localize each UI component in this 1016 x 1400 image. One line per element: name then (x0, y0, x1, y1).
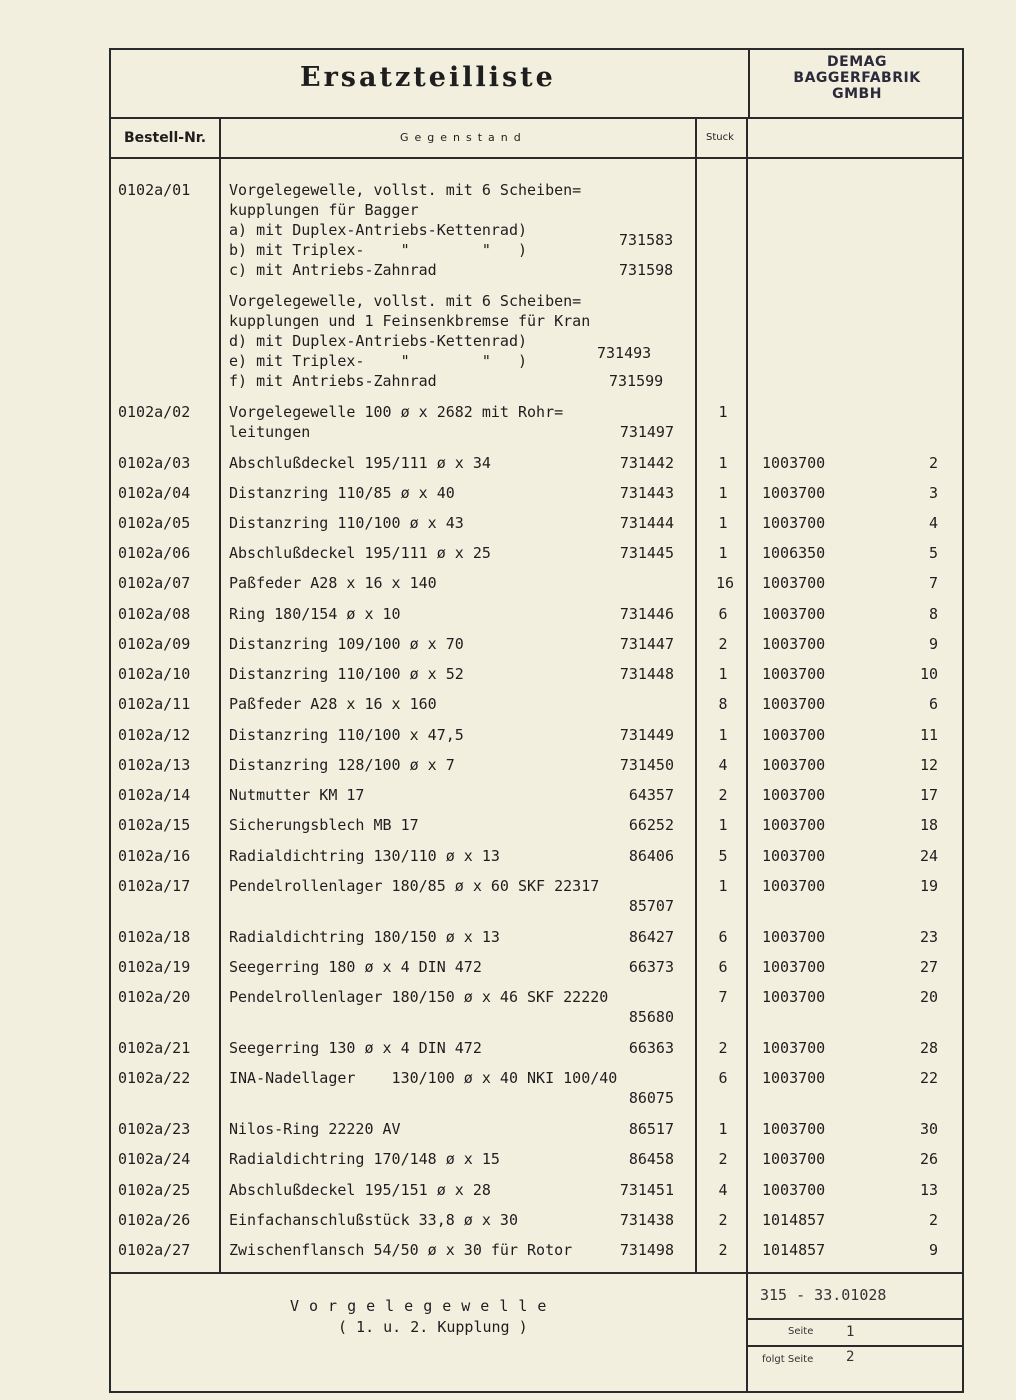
position-number: 17 (919, 786, 938, 804)
item-description: Abschlußdeckel 195/111 ø x 34 (229, 454, 491, 472)
intro-line-text: e) mit Triplex- " " ) (229, 352, 528, 370)
item-description: Seegerring 180 ø x 4 DIN 472 (229, 958, 482, 976)
order-number: 0102a/02 (118, 403, 191, 421)
intro-line: kupplungen für Bagger (229, 201, 419, 219)
position-number: 30 (919, 1120, 938, 1138)
part-number: 731449 (619, 726, 674, 744)
drawing-ref: 1003700 (762, 1069, 826, 1087)
position-number: 2 (928, 454, 938, 472)
intro-line: Vorgelegewelle, vollst. mit 6 Scheiben= (229, 181, 582, 199)
order-number: 0102a/01 (118, 181, 191, 199)
drawing-ref: 1003700 (762, 928, 826, 946)
item-description: Einfachanschlußstück 33,8 ø x 30 (229, 1211, 518, 1229)
item-description: Distanzring 128/100 ø x 7 (229, 756, 455, 774)
divider-next-page (746, 1345, 964, 1347)
order-number: 0102a/08 (118, 605, 191, 623)
order-number: 0102a/07 (118, 574, 191, 592)
drawing-ref: 1003700 (762, 756, 826, 774)
part-number: 731447 (619, 635, 674, 653)
part-number: 64357 (628, 786, 674, 804)
quantity: 4 (718, 1181, 728, 1199)
intro-line (229, 231, 674, 260)
part-number: 86517 (628, 1120, 674, 1138)
quantity: 16 (716, 574, 735, 592)
part-number: 86406 (628, 847, 674, 865)
drawing-ref: 1003700 (762, 847, 826, 865)
item-description: Paßfeder A28 x 16 x 160 (229, 695, 437, 713)
position-number: 11 (919, 726, 938, 744)
item-description: Nilos-Ring 22220 AV (229, 1120, 401, 1138)
drawing-ref: 1014857 (762, 1211, 826, 1229)
drawing-ref: 1003700 (762, 665, 826, 683)
position-number: 26 (919, 1150, 938, 1168)
item-description: Distanzring 109/100 ø x 70 (229, 635, 464, 653)
position-number: 28 (919, 1039, 938, 1057)
part-number: 731451 (619, 1181, 674, 1199)
item-description: Paßfeder A28 x 16 x 140 (229, 574, 437, 592)
drawing-ref: 1003700 (762, 605, 826, 623)
drawing-ref: 1003700 (762, 1181, 826, 1199)
item-description: Radialdichtring 130/110 ø x 13 (229, 847, 500, 865)
quantity: 4 (718, 756, 728, 774)
drawing-ref: 1003700 (762, 1120, 826, 1138)
order-number: 0102a/15 (118, 816, 191, 834)
intro-line: Vorgelegewelle, vollst. mit 6 Scheiben= (229, 292, 582, 310)
drawing-ref: 1006350 (762, 544, 826, 562)
divider-qty-right (746, 118, 748, 1393)
drawing-ref: 1003700 (762, 958, 826, 976)
quantity: 1 (718, 454, 728, 472)
part-number: 66373 (628, 958, 674, 976)
next-page-label: folgt Seite (762, 1354, 814, 1365)
part-number: 731450 (619, 756, 674, 774)
part-number: 731493 (597, 344, 652, 362)
intro-line: d) mit Duplex-Antriebs-Kettenrad) (229, 332, 528, 350)
drawing-ref: 1014857 (762, 1241, 826, 1259)
divider-header (109, 157, 964, 159)
order-number: 0102a/27 (118, 1241, 191, 1259)
divider-brand (748, 48, 750, 118)
quantity: 2 (718, 1241, 728, 1259)
intro-group-kran (229, 291, 664, 391)
part-number: 731442 (619, 454, 674, 472)
intro-line-text: c) mit Antriebs-Zahnrad (229, 261, 437, 279)
divider-footer (109, 1272, 964, 1274)
page-label: Seite (788, 1326, 814, 1337)
company-line-2: BAGGERFABRIK (793, 70, 921, 86)
part-number: 85707 (628, 897, 674, 915)
drawing-number: 315 - 33.01028 (760, 1286, 887, 1304)
quantity: 1 (718, 544, 728, 562)
part-number: 731448 (619, 665, 674, 683)
position-number: 2 (928, 1211, 938, 1229)
item-description: Distanzring 110/100 ø x 52 (229, 665, 464, 683)
drawing-ref: 1003700 (762, 1150, 826, 1168)
item-description: Radialdichtring 180/150 ø x 13 (229, 928, 500, 946)
item-description: Radialdichtring 170/148 ø x 15 (229, 1150, 500, 1168)
order-number: 0102a/23 (118, 1120, 191, 1138)
drawing-ref: 1003700 (762, 816, 826, 834)
order-number: 0102a/20 (118, 988, 191, 1006)
part-number: 86075 (628, 1089, 674, 1107)
divider-order-no (219, 118, 221, 1273)
item-description: Ring 180/154 ø x 10 (229, 605, 401, 623)
position-number: 22 (919, 1069, 938, 1087)
part-number: 66363 (628, 1039, 674, 1057)
order-number: 0102a/19 (118, 958, 191, 976)
intro-line-text: b) mit Triplex- " " ) (229, 241, 528, 259)
item-description: Vorgelegewelle 100 ø x 2682 mit Rohr= (229, 403, 564, 421)
company-line-3: GMBH (832, 86, 882, 102)
intro-line (229, 344, 652, 371)
quantity: 1 (718, 1120, 728, 1138)
position-number: 10 (919, 665, 938, 683)
column-header-item: Gegenstand (400, 131, 527, 144)
intro-line (229, 371, 664, 391)
drawing-ref: 1003700 (762, 514, 826, 532)
part-number: 85680 (628, 1008, 674, 1026)
drawing-ref: 1003700 (762, 635, 826, 653)
position-number: 12 (919, 756, 938, 774)
quantity: 1 (718, 816, 728, 834)
part-number: 731498 (619, 1241, 674, 1259)
divider-title (109, 117, 964, 119)
position-number: 27 (919, 958, 938, 976)
quantity: 2 (718, 786, 728, 804)
position-number: 23 (919, 928, 938, 946)
part-number: 86458 (628, 1150, 674, 1168)
order-number: 0102a/14 (118, 786, 191, 804)
item-description: Distanzring 110/85 ø x 40 (229, 484, 455, 502)
order-number: 0102a/22 (118, 1069, 191, 1087)
order-number: 0102a/13 (118, 756, 191, 774)
intro-line: a) mit Duplex-Antriebs-Kettenrad) (229, 221, 528, 239)
part-number: 731443 (619, 484, 674, 502)
part-number: 731599 (609, 372, 664, 390)
order-number: 0102a/11 (118, 695, 191, 713)
part-number: 731445 (619, 544, 674, 562)
quantity: 2 (718, 635, 728, 653)
item-description: Abschlußdeckel 195/111 ø x 25 (229, 544, 491, 562)
item-description: Nutmutter KM 17 (229, 786, 365, 804)
order-number: 0102a/04 (118, 484, 191, 502)
quantity: 2 (718, 1211, 728, 1229)
item-description: Pendelrollenlager 180/85 ø x 60 SKF 22317 (229, 877, 600, 895)
drawing-ref: 1003700 (762, 1039, 826, 1057)
assembly-subtitle: ( 1. u. 2. Kupplung ) (338, 1318, 528, 1336)
divider-qty-left (695, 118, 697, 1273)
order-number: 0102a/21 (118, 1039, 191, 1057)
item-description: INA-Nadellager 130/100 ø x 40 NKI 100/40 (229, 1069, 618, 1087)
quantity: 2 (718, 1150, 728, 1168)
quantity: 1 (718, 726, 728, 744)
order-number: 0102a/09 (118, 635, 191, 653)
drawing-ref: 1003700 (762, 484, 826, 502)
part-number: 731444 (619, 514, 674, 532)
part-number: 731497 (619, 423, 674, 441)
intro-line-text: f) mit Antriebs-Zahnrad (229, 372, 437, 390)
position-number: 9 (928, 635, 938, 653)
item-description: Distanzring 110/100 x 47,5 (229, 726, 464, 744)
quantity: 6 (718, 605, 728, 623)
intro-line (229, 260, 674, 280)
position-number: 20 (919, 988, 938, 1006)
column-header-qty: Stuck (706, 132, 734, 143)
position-number: 9 (928, 1241, 938, 1259)
document-title: Ersatzteilliste (300, 62, 556, 93)
next-page-number: 2 (846, 1349, 855, 1365)
part-number: 731438 (619, 1211, 674, 1229)
order-number: 0102a/17 (118, 877, 191, 895)
intro-line: kupplungen und 1 Feinsenkbremse für Kran (229, 312, 591, 330)
drawing-ref: 1003700 (762, 454, 826, 472)
drawing-ref: 1003700 (762, 988, 826, 1006)
assembly-name: Vorgelegewelle (290, 1297, 557, 1315)
position-number: 7 (928, 574, 938, 592)
quantity: 1 (718, 484, 728, 502)
order-number: 0102a/10 (118, 665, 191, 683)
part-number: 731446 (619, 605, 674, 623)
drawing-ref: 1003700 (762, 726, 826, 744)
order-number: 0102a/06 (118, 544, 191, 562)
item-description: Zwischenflansch 54/50 ø x 30 für Rotor (229, 1241, 573, 1259)
order-number: 0102a/24 (118, 1150, 191, 1168)
quantity: 1 (718, 403, 728, 421)
order-number: 0102a/12 (118, 726, 191, 744)
item-description: Distanzring 110/100 ø x 43 (229, 514, 464, 532)
drawing-ref: 1003700 (762, 574, 826, 592)
item-description: Sicherungsblech MB 17 (229, 816, 419, 834)
divider-page (746, 1318, 964, 1320)
drawing-ref: 1003700 (762, 877, 826, 895)
company-logo (762, 54, 952, 102)
quantity: 5 (718, 847, 728, 865)
position-number: 8 (928, 605, 938, 623)
position-number: 18 (919, 816, 938, 834)
order-number: 0102a/05 (118, 514, 191, 532)
part-number: 86427 (628, 928, 674, 946)
page-number: 1 (846, 1324, 855, 1340)
quantity: 6 (718, 1069, 728, 1087)
part-number: 66252 (628, 816, 674, 834)
position-number: 13 (919, 1181, 938, 1199)
position-number: 19 (919, 877, 938, 895)
order-number: 0102a/16 (118, 847, 191, 865)
position-number: 5 (928, 544, 938, 562)
part-number: 731598 (619, 261, 674, 279)
position-number: 6 (928, 695, 938, 713)
item-description: Abschlußdeckel 195/151 ø x 28 (229, 1181, 491, 1199)
column-header-order-no: Bestell-Nr. (124, 130, 207, 146)
quantity: 1 (718, 514, 728, 532)
item-description-cont: leitungen (229, 423, 311, 441)
intro-group-bagger (229, 180, 674, 280)
position-number: 24 (919, 847, 938, 865)
item-description: Seegerring 130 ø x 4 DIN 472 (229, 1039, 482, 1057)
drawing-ref: 1003700 (762, 786, 826, 804)
order-number: 0102a/25 (118, 1181, 191, 1199)
quantity: 1 (718, 665, 728, 683)
order-number: 0102a/03 (118, 454, 191, 472)
quantity: 8 (718, 695, 728, 713)
position-number: 3 (928, 484, 938, 502)
order-number: 0102a/26 (118, 1211, 191, 1229)
quantity: 2 (718, 1039, 728, 1057)
part-number: 731583 (619, 231, 674, 249)
company-line-1: DEMAG (827, 54, 887, 70)
order-number: 0102a/18 (118, 928, 191, 946)
quantity: 6 (718, 928, 728, 946)
drawing-ref: 1003700 (762, 695, 826, 713)
position-number: 4 (928, 514, 938, 532)
quantity: 1 (718, 877, 728, 895)
item-description: Pendelrollenlager 180/150 ø x 46 SKF 22220 (229, 988, 609, 1006)
quantity: 6 (718, 958, 728, 976)
quantity: 7 (718, 988, 728, 1006)
